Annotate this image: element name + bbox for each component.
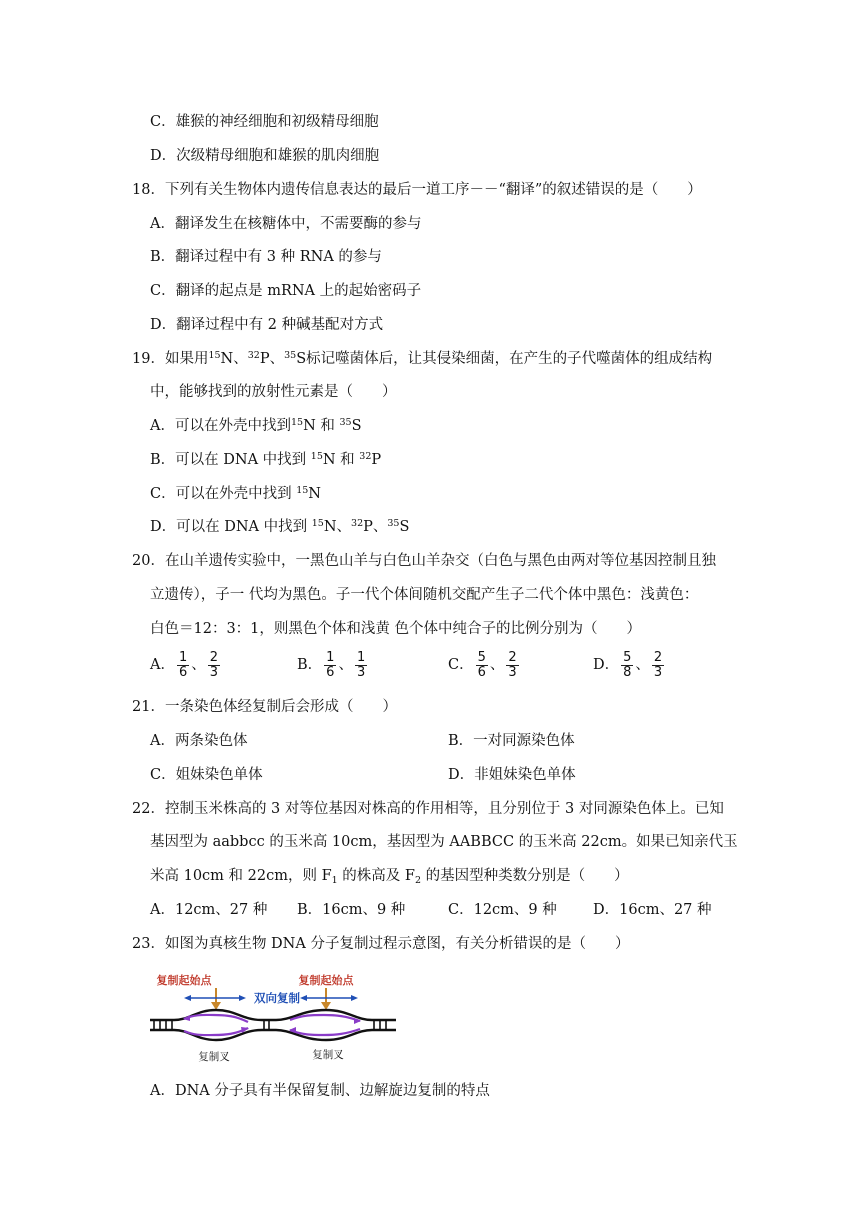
q19-option-c xyxy=(150,484,321,504)
denominator: 6 xyxy=(326,664,335,680)
fraction xyxy=(476,651,488,680)
fraction xyxy=(324,651,336,680)
direction-arrowhead xyxy=(239,995,246,1001)
separator: 、 xyxy=(233,351,248,367)
numerator: 1 xyxy=(326,649,335,665)
origin-label-right: 复制起始点 xyxy=(298,974,354,987)
direction-arrowhead xyxy=(351,995,358,1001)
isotope-mass: 35 xyxy=(284,350,297,361)
option-label: D． xyxy=(593,657,620,673)
dna-replication-figure xyxy=(150,970,396,1066)
fork-label-left: 复制叉 xyxy=(198,1051,230,1063)
q22-option-b: B．16cm、9 种 xyxy=(297,902,406,918)
isotope-mass: 35 xyxy=(339,417,352,428)
q21-stem: 21．一条染色体经复制后会形成（ ） xyxy=(132,699,397,715)
element-symbol: N xyxy=(322,452,336,468)
isotope-mass: 15 xyxy=(310,451,323,462)
isotope-mass: 32 xyxy=(351,518,364,529)
q22-text: 的基因型种类数分别是（ ） xyxy=(421,868,629,884)
fraction xyxy=(208,651,220,680)
separator: 、 xyxy=(269,351,285,367)
separator: 、 xyxy=(191,657,206,673)
q20-option-b xyxy=(297,650,369,680)
denominator: 3 xyxy=(209,664,219,680)
isotope-mass: 15 xyxy=(296,485,309,496)
q21-option-d: D．非姐妹染色单体 xyxy=(448,767,576,783)
separator: 、 xyxy=(635,657,650,673)
separator: 、 xyxy=(372,519,388,535)
conjunction: 和 xyxy=(320,418,335,434)
isotope-mass: 32 xyxy=(359,451,372,462)
origin-arrowhead-right xyxy=(321,1002,331,1010)
element-symbol: N xyxy=(308,486,321,502)
origin-arrowhead-left xyxy=(211,1002,221,1010)
q19-option-b xyxy=(150,450,381,470)
denominator: 8 xyxy=(623,664,632,680)
q22-stem-line3 xyxy=(150,866,629,886)
q21-option-b: B．一对同源染色体 xyxy=(448,733,575,749)
q22-stem-line1: 22．控制玉米株高的 3 对等位基因对株高的作用相等，且分别位于 3 对同源染色体上。已知 xyxy=(132,801,724,817)
q22-option-d: D．16cm、27 种 xyxy=(593,902,712,918)
fraction xyxy=(355,651,367,680)
element-symbol: P xyxy=(259,351,270,367)
numerator: 1 xyxy=(356,649,366,665)
q20-option-d xyxy=(593,650,666,680)
fraction xyxy=(177,651,189,680)
q19-option-d xyxy=(150,517,409,537)
isotope-mass: 15 xyxy=(290,417,304,428)
denominator: 6 xyxy=(477,664,486,680)
isotope-mass: 15 xyxy=(311,518,324,529)
origin-label-left: 复制起始点 xyxy=(156,974,212,987)
option-text: A．可以在外壳中找到 xyxy=(150,418,291,434)
element-symbol: S xyxy=(296,351,307,367)
q21-option-c: C．姐妹染色单体 xyxy=(150,767,263,783)
q18-option-c: C．翻译的起点是 mRNA 上的起始密码子 xyxy=(150,283,422,299)
q17-option-c: C．雄猴的神经细胞和初级精母细胞 xyxy=(150,114,379,130)
fraction xyxy=(621,651,633,680)
q17-option-d: D．次级精母细胞和雄猴的肌肉细胞 xyxy=(150,148,380,164)
option-text: C．可以在外壳中找到 xyxy=(150,486,292,502)
conjunction: 和 xyxy=(340,452,355,468)
numerator: 5 xyxy=(477,649,486,665)
q22-stem-line2: 基因型为 aabbcc 的玉米高 10cm，基因型为 AABBCC 的玉米高 22cm。如果已知亲代玉 xyxy=(150,834,738,850)
element-symbol: P xyxy=(371,452,382,468)
q20-stem-line3: 白色＝12：3：1，则黑色个体和浅黄 色个体中纯合子的比例分别为（ ） xyxy=(150,621,642,637)
element-symbol: S xyxy=(351,418,362,434)
q19-option-a xyxy=(150,416,362,436)
q20-option-a xyxy=(150,650,222,680)
q20-option-c xyxy=(448,650,521,680)
element-symbol: P xyxy=(363,519,373,535)
isotope-mass: 35 xyxy=(387,518,400,529)
numerator: 2 xyxy=(209,649,219,665)
numerator: 2 xyxy=(508,649,517,665)
fraction xyxy=(652,651,664,680)
q19-stem-prefix: 19．如果用 xyxy=(132,351,209,367)
direction-arrowhead xyxy=(300,995,307,1001)
numerator: 5 xyxy=(623,649,632,665)
q19-stem-middle: 标记噬菌体后，让其侵染细菌，在产生的子代噬菌体的组成结构 xyxy=(306,351,713,367)
option-label: A． xyxy=(150,657,175,673)
q18-option-d: D．翻译过程中有 2 种碱基配对方式 xyxy=(150,317,384,333)
q18-option-a: A．翻译发生在核糖体中，不需要酶的参与 xyxy=(150,216,422,232)
denominator: 6 xyxy=(178,664,188,680)
bidirectional-label: 双向复制 xyxy=(254,991,300,1005)
subscript: 2 xyxy=(414,875,422,886)
numerator: 1 xyxy=(178,649,188,665)
q20-stem-line1: 20．在山羊遗传实验中，一黑色山羊与白色山羊杂交（白色与黑色由两对等位基因控制且独 xyxy=(132,553,716,569)
isotope-mass: 32 xyxy=(247,350,260,361)
denominator: 3 xyxy=(508,664,517,680)
q19-stem-line1 xyxy=(132,349,712,369)
fraction xyxy=(506,651,518,680)
option-text: D．可以在 DNA 中找到 xyxy=(150,519,308,535)
element-symbol: N xyxy=(323,519,337,535)
denominator: 3 xyxy=(653,664,663,680)
option-text: B．可以在 DNA 中找到 xyxy=(150,452,307,468)
q22-text: 米高 10cm 和 22cm，则 F xyxy=(150,868,332,884)
separator: 、 xyxy=(336,519,352,535)
q23-stem: 23．如图为真核生物 DNA 分子复制过程示意图，有关分析错误的是（ ） xyxy=(132,936,630,952)
q19-stem-line2: 中，能够找到的放射性元素是（ ） xyxy=(150,384,397,400)
element-symbol: N xyxy=(303,418,316,434)
new-strand-right-top xyxy=(290,1015,360,1021)
base-pairs-middle xyxy=(264,1020,269,1030)
new-strand-right-bottom xyxy=(290,1029,360,1035)
q20-stem-line2: 立遗传），子一 代均为黑色。子一代个体间随机交配产生子二代个体中黑色：浅黄色： xyxy=(150,587,699,603)
option-label: C． xyxy=(448,657,474,673)
numerator: 2 xyxy=(653,649,663,665)
isotope-mass: 15 xyxy=(208,350,221,361)
separator: 、 xyxy=(489,657,505,673)
fork-label-right: 复制叉 xyxy=(312,1049,344,1061)
q18-option-b: B．翻译过程中有 3 种 RNA 的参与 xyxy=(150,249,382,265)
q18-stem: 18．下列有关生物体内遗传信息表达的最后一道工序－－“翻译”的叙述错误的是（ ） xyxy=(132,182,702,198)
option-label: B． xyxy=(297,657,323,673)
element-symbol: N xyxy=(220,351,234,367)
direction-arrowhead xyxy=(184,995,191,1001)
subscript: 1 xyxy=(331,875,338,886)
denominator: 3 xyxy=(356,664,366,680)
base-pairs-left xyxy=(154,1020,172,1030)
q23-option-a: A．DNA 分子具有半保留复制、边解旋边复制的特点 xyxy=(150,1083,490,1099)
q21-option-a: A．两条染色体 xyxy=(150,733,248,749)
element-symbol: S xyxy=(399,519,410,535)
q22-option-c: C．12cm、9 种 xyxy=(448,902,557,918)
separator: 、 xyxy=(338,657,353,673)
base-pairs-right xyxy=(374,1020,386,1030)
q22-option-a: A．12cm、27 种 xyxy=(150,902,268,918)
q22-text: 的株高及 F xyxy=(337,868,415,884)
